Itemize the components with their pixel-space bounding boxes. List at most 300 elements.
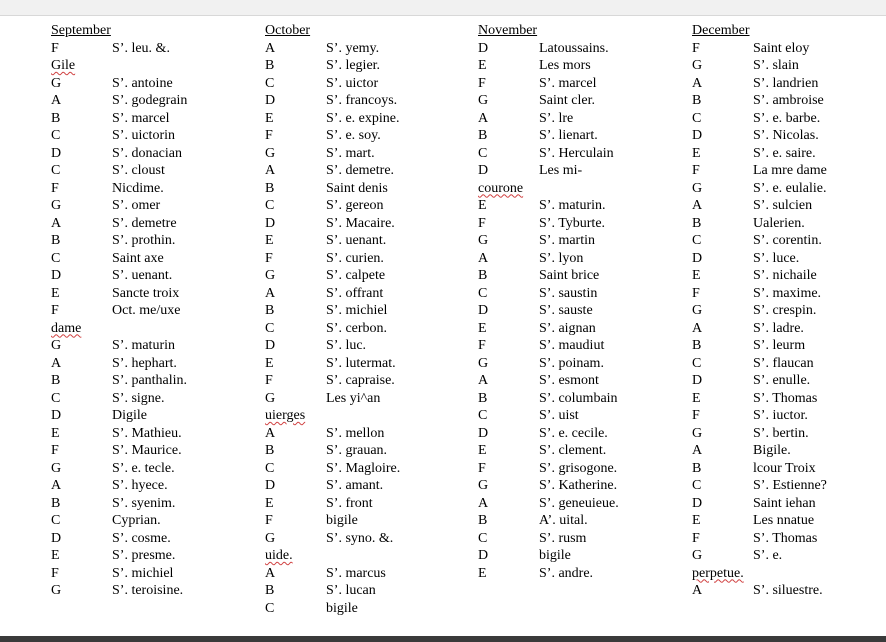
calendar-entry: [265, 565, 465, 583]
dominical-letter: E: [51, 425, 60, 441]
saint-name: Les yi^an: [326, 390, 381, 406]
month-column-october: [265, 22, 465, 617]
calendar-entry: [692, 127, 886, 145]
calendar-entry: [265, 337, 465, 355]
dominical-letter: D: [478, 303, 489, 318]
saint-name: S’. iuctor.: [753, 408, 808, 423]
dominical-letter: B: [51, 373, 61, 388]
dominical-letter: G: [51, 75, 62, 91]
saint-name: S’. lucan: [326, 583, 376, 598]
dominical-letter: G: [692, 180, 703, 196]
saint-name: S’. mart.: [326, 145, 375, 161]
saint-name: S’. e. soy.: [326, 128, 381, 143]
saint-name: Sancte troix: [112, 285, 180, 301]
dominical-letter: G: [265, 530, 276, 546]
dominical-letter: F: [265, 373, 273, 388]
dominical-letter: F: [265, 128, 273, 143]
saint-name: S’. prothin.: [112, 233, 176, 248]
calendar-entry: [265, 57, 465, 75]
saint-name: S’. uictor: [326, 75, 379, 91]
dominical-letter: F: [478, 75, 486, 91]
dominical-letter: E: [478, 58, 487, 73]
calendar-entry: [692, 302, 886, 320]
dominical-letter: G: [692, 303, 703, 318]
calendar-entry: [265, 267, 465, 285]
dominical-letter: E: [692, 513, 701, 528]
saint-name: S’. uenant.: [112, 268, 173, 283]
saint-name: Ualerien.: [753, 215, 805, 231]
calendar-entry: [265, 407, 465, 425]
saint-name: S’. e. tecle.: [112, 460, 175, 476]
saint-name: S’. e. cecile.: [539, 425, 608, 441]
calendar-entry: [51, 215, 251, 233]
saint-name: Latoussains.: [539, 40, 609, 56]
dominical-letter: D: [478, 548, 489, 563]
calendar-entry: [478, 337, 678, 355]
dominical-letter: G: [51, 583, 62, 598]
calendar-entry: [692, 232, 886, 250]
saint-name: S’. e. expine.: [326, 110, 400, 126]
calendar-entry: [51, 40, 251, 58]
saint-name: S’. marcus: [326, 565, 386, 581]
calendar-entry: [51, 425, 251, 443]
dominical-letter: E: [692, 390, 701, 406]
calendar-entry: [265, 512, 465, 530]
calendar-entry: [265, 75, 465, 93]
saint-name: S’. e. saire.: [753, 145, 816, 161]
saint-name: S’. Thomas: [753, 390, 818, 406]
saint-name: S’. curien.: [326, 250, 384, 266]
calendar-entry: [51, 460, 251, 478]
dominical-letter: F: [51, 443, 59, 458]
saint-name: Saint iehan: [753, 495, 816, 511]
saint-name: S’. teroisine.: [112, 583, 184, 598]
calendar-entry: [51, 285, 251, 303]
saint-name: S’. maxime.: [753, 285, 822, 301]
dominical-letter: E: [478, 198, 487, 213]
dominical-letter: F: [51, 180, 59, 196]
calendar-entry: [692, 425, 886, 443]
dominical-letter: B: [692, 93, 702, 108]
saint-name: S’. donacian: [112, 145, 182, 161]
calendar-entry: [478, 145, 678, 163]
saint-name: S’. corentin.: [753, 233, 822, 248]
dominical-letter: A: [265, 285, 276, 301]
calendar-entry: [692, 215, 886, 233]
continuation-text: uierges: [265, 408, 306, 423]
saint-name: S’. Herculain: [539, 145, 614, 161]
calendar-entry: [51, 127, 251, 145]
dominical-letter: F: [265, 513, 273, 528]
calendar-entry: [692, 250, 886, 268]
calendar-entry: [692, 495, 886, 513]
calendar-entry: [51, 582, 251, 600]
dominical-letter: B: [478, 390, 488, 406]
calendar-entry: [51, 355, 251, 373]
saint-name: S’. poinam.: [539, 355, 604, 371]
saint-name: S’. esmont: [539, 373, 599, 388]
dominical-letter: B: [265, 443, 275, 458]
saint-name: S’. ladre.: [753, 320, 804, 336]
dominical-letter: F: [265, 250, 273, 266]
calendar-entry: [692, 162, 886, 180]
calendar-entry: [692, 337, 886, 355]
calendar-page: [0, 22, 886, 632]
saint-name: S’. aignan: [539, 320, 596, 336]
calendar-entry: [51, 337, 251, 355]
calendar-entry: [692, 530, 886, 548]
saint-name: S’. luce.: [753, 250, 800, 266]
dominical-letter: D: [265, 93, 276, 108]
calendar-entry: [692, 75, 886, 93]
calendar-entry: [265, 425, 465, 443]
month-heading: September: [51, 23, 111, 38]
dominical-letter: A: [692, 443, 703, 458]
saint-name: bigile: [539, 548, 571, 563]
saint-name: S’. grauan.: [326, 443, 388, 458]
saint-name: S’. Macaire.: [326, 215, 395, 231]
dominical-letter: B: [692, 338, 702, 353]
dominical-letter: A: [51, 478, 62, 493]
calendar-entry: [478, 57, 678, 75]
calendar-entry: [265, 495, 465, 513]
saint-name: S’. saustin: [539, 285, 598, 301]
dominical-letter: F: [51, 565, 59, 581]
dominical-letter: D: [478, 163, 489, 178]
calendar-entry: [478, 197, 678, 215]
calendar-entry: [51, 162, 251, 180]
dominical-letter: B: [265, 303, 275, 318]
month-heading: October: [265, 23, 311, 38]
dominical-letter: A: [51, 93, 62, 108]
saint-name: S’. legier.: [326, 58, 381, 73]
calendar-entry: [692, 320, 886, 338]
dominical-letter: A: [51, 215, 62, 231]
calendar-entry: [478, 250, 678, 268]
calendar-entry: [265, 477, 465, 495]
calendar-entry: [51, 57, 251, 75]
dominical-letter: E: [692, 145, 701, 161]
calendar-entry: [51, 250, 251, 268]
dominical-letter: E: [478, 320, 487, 336]
saint-name: S’. lyon: [539, 250, 584, 266]
dominical-letter: A: [692, 320, 703, 336]
saint-name: S’. Estienne?: [753, 478, 827, 493]
saint-name: S’. godegrain: [112, 93, 188, 108]
saint-name: S’. hyece.: [112, 478, 168, 493]
saint-name: Bigile.: [753, 443, 791, 458]
calendar-entry: [478, 477, 678, 495]
dominical-letter: D: [692, 495, 703, 511]
dominical-letter: G: [265, 145, 276, 161]
calendar-entry: [265, 460, 465, 478]
saint-name: Digile: [112, 408, 147, 423]
calendar-entry: [265, 582, 465, 600]
calendar-entry: [51, 407, 251, 425]
saint-name: Saint axe: [112, 250, 164, 266]
dominical-letter: A: [692, 583, 703, 598]
saint-name: S’. cerbon.: [326, 320, 388, 336]
saint-name: Saint eloy: [753, 40, 810, 56]
saint-name: Les nnatue: [753, 513, 815, 528]
calendar-entry: [265, 162, 465, 180]
saint-name: S’. columbain: [539, 390, 618, 406]
saint-name: S’. flaucan: [753, 355, 814, 371]
calendar-entry: [478, 127, 678, 145]
saint-name: S’. e.: [753, 548, 783, 563]
dominical-letter: E: [265, 495, 274, 511]
calendar-entry: [265, 92, 465, 110]
dominical-letter: A: [51, 355, 62, 371]
dominical-letter: G: [51, 338, 62, 353]
saint-name: S’. francoys.: [326, 93, 398, 108]
calendar-entry: [478, 372, 678, 390]
calendar-entry: [265, 547, 465, 565]
dominical-letter: E: [265, 110, 274, 126]
dominical-letter: F: [478, 338, 486, 353]
dominical-letter: F: [51, 303, 59, 318]
calendar-entry: [51, 302, 251, 320]
calendar-entry: [51, 512, 251, 530]
dominical-letter: E: [51, 548, 60, 563]
saint-name: S’. cloust: [112, 163, 165, 178]
dominical-letter: F: [692, 408, 700, 423]
saint-name: S’. lutermat.: [326, 355, 396, 371]
saint-name: S’. sauste: [539, 303, 593, 318]
month-rows: [265, 40, 465, 618]
dominical-letter: E: [51, 285, 60, 301]
dominical-letter: C: [478, 530, 488, 546]
dominical-letter: B: [692, 215, 702, 231]
saint-name: S’. capraise.: [326, 373, 395, 388]
saint-name: Les mi-: [539, 163, 583, 178]
calendar-entry: [478, 92, 678, 110]
saint-name: S’. clement.: [539, 443, 607, 458]
saint-name: Les mors: [539, 58, 591, 73]
calendar-entry: [692, 390, 886, 408]
saint-name: S’. offrant: [326, 285, 384, 301]
calendar-entry: [51, 547, 251, 565]
window-top-bar: [0, 0, 886, 16]
dominical-letter: F: [692, 163, 700, 178]
dominical-letter: G: [478, 478, 489, 493]
dominical-letter: D: [51, 408, 62, 423]
month-heading: November: [478, 23, 538, 38]
calendar-entry: [51, 180, 251, 198]
calendar-entry: [265, 530, 465, 548]
dominical-letter: D: [478, 40, 489, 56]
saint-name: S’. andre.: [539, 565, 594, 581]
calendar-entry: [51, 267, 251, 285]
dominical-letter: F: [478, 215, 486, 231]
saint-name: S’. bertin.: [753, 425, 809, 441]
saint-name: S’. siluestre.: [753, 583, 823, 598]
saint-name: S’. enulle.: [753, 373, 811, 388]
calendar-entry: [692, 197, 886, 215]
calendar-entry: [478, 547, 678, 565]
saint-name: S’. antoine: [112, 75, 173, 91]
saint-name: S’. hephart.: [112, 355, 177, 371]
calendar-entry: [692, 267, 886, 285]
calendar-entry: [478, 285, 678, 303]
calendar-entry: [692, 57, 886, 75]
dominical-letter: C: [265, 198, 275, 213]
calendar-entry: [265, 127, 465, 145]
dominical-letter: D: [692, 373, 703, 388]
calendar-entry: [265, 180, 465, 198]
dominical-letter: E: [478, 443, 487, 458]
saint-name: S’. maturin: [112, 338, 175, 353]
saint-name: S’. front: [326, 495, 373, 511]
dominical-letter: F: [692, 40, 700, 56]
dominical-letter: G: [478, 233, 489, 248]
dominical-letter: E: [692, 268, 701, 283]
saint-name: S’. maudiut: [539, 338, 605, 353]
dominical-letter: G: [265, 390, 276, 406]
dominical-letter: C: [478, 285, 488, 301]
calendar-entry: [692, 180, 886, 198]
calendar-entry: [692, 110, 886, 128]
month-rows: [478, 40, 678, 583]
saint-name: S’. Magloire.: [326, 460, 401, 476]
dominical-letter: D: [265, 215, 276, 231]
calendar-entry: [692, 145, 886, 163]
saint-name: S’. Nicolas.: [753, 128, 819, 143]
calendar-entry: [51, 390, 251, 408]
calendar-entry: [478, 460, 678, 478]
dominical-letter: C: [51, 128, 61, 143]
dominical-letter: G: [265, 268, 276, 283]
saint-name: S’. marcel: [112, 110, 170, 126]
calendar-entry: [265, 110, 465, 128]
saint-name: S’. leurm: [753, 338, 806, 353]
calendar-entry: [51, 110, 251, 128]
dominical-letter: C: [692, 233, 702, 248]
calendar-entry: [692, 372, 886, 390]
calendar-entry: [478, 565, 678, 583]
dominical-letter: B: [51, 233, 61, 248]
dominical-letter: A: [478, 495, 489, 511]
calendar-entry: [692, 40, 886, 58]
saint-name: S’. omer: [112, 198, 161, 213]
dominical-letter: D: [265, 338, 276, 353]
saint-name: S’. Tyburte.: [539, 215, 606, 231]
dominical-letter: C: [51, 163, 61, 178]
saint-name: Nicdime.: [112, 180, 164, 196]
dominical-letter: C: [478, 408, 488, 423]
dominical-letter: D: [265, 478, 276, 493]
calendar-entry: [478, 267, 678, 285]
calendar-entry: [51, 145, 251, 163]
saint-name: S’. uictorin: [112, 128, 175, 143]
dominical-letter: B: [478, 513, 488, 528]
saint-name: S’. michiel: [112, 565, 174, 581]
calendar-entry: [478, 407, 678, 425]
dominical-letter: C: [51, 390, 61, 406]
dominical-letter: C: [265, 600, 275, 616]
month-heading: December: [692, 23, 750, 38]
calendar-entry: [478, 162, 678, 180]
calendar-entry: [478, 355, 678, 373]
saint-name: S’. gereon: [326, 198, 384, 213]
calendar-entry: [692, 407, 886, 425]
continuation-text: perpetue.: [692, 565, 744, 581]
calendar-entry: [478, 442, 678, 460]
continuation-text: Gile: [51, 58, 76, 73]
calendar-entry: [51, 565, 251, 583]
calendar-entry: [265, 215, 465, 233]
saint-name: La mre dame: [753, 163, 827, 178]
dominical-letter: C: [692, 478, 702, 493]
month-column-november: [478, 22, 678, 582]
calendar-entry: [265, 302, 465, 320]
calendar-entry: [265, 145, 465, 163]
dominical-letter: A: [478, 250, 489, 266]
dominical-letter: A: [692, 75, 703, 91]
calendar-entry: [51, 232, 251, 250]
calendar-entry: [478, 425, 678, 443]
month-column-december: [692, 22, 886, 600]
saint-name: S’. maturin.: [539, 198, 606, 213]
saint-name: S’. amant.: [326, 478, 384, 493]
saint-name: S’. crespin.: [753, 303, 817, 318]
saint-name: S’. uist: [539, 408, 579, 423]
saint-name: S’. uenant.: [326, 233, 387, 248]
dominical-letter: A: [692, 198, 703, 213]
saint-name: S’. signe.: [112, 390, 165, 406]
saint-name: S’. leu. &.: [112, 40, 170, 56]
dominical-letter: G: [478, 93, 489, 108]
saint-name: S’. demetre.: [326, 163, 395, 178]
dominical-letter: F: [478, 460, 486, 476]
continuation-text: dame: [51, 320, 82, 336]
dominical-letter: C: [692, 355, 702, 371]
dominical-letter: A: [265, 425, 276, 441]
saint-name: S’. lienart.: [539, 128, 598, 143]
saint-name: S’. yemy.: [326, 40, 380, 56]
continuation-text: uide.: [265, 548, 293, 563]
dominical-letter: C: [51, 250, 61, 266]
dominical-letter: D: [478, 425, 489, 441]
dominical-letter: G: [51, 460, 62, 476]
dominical-letter: B: [51, 495, 61, 511]
calendar-entry: [478, 390, 678, 408]
saint-name: S’. Thomas: [753, 530, 818, 546]
month-rows: [692, 40, 886, 600]
saint-name: S’. mellon: [326, 425, 385, 441]
calendar-entry: [478, 110, 678, 128]
dominical-letter: A: [478, 110, 489, 126]
dominical-letter: C: [51, 513, 61, 528]
saint-name: S’. luc.: [326, 338, 367, 353]
dominical-letter: D: [51, 268, 62, 283]
dominical-letter: G: [692, 548, 703, 563]
calendar-entry: [692, 442, 886, 460]
calendar-entry: [478, 320, 678, 338]
calendar-entry: [265, 390, 465, 408]
calendar-entry: [265, 600, 465, 618]
dominical-letter: F: [51, 40, 59, 56]
dominical-letter: D: [51, 145, 62, 161]
dominical-letter: D: [692, 128, 703, 143]
dominical-letter: C: [265, 320, 275, 336]
dominical-letter: C: [265, 460, 275, 476]
saint-name: S’. cosme.: [112, 530, 171, 546]
saint-name: S’. lre: [539, 110, 574, 126]
dominical-letter: B: [265, 58, 275, 73]
dominical-letter: A: [265, 163, 276, 178]
dominical-letter: F: [692, 285, 700, 301]
